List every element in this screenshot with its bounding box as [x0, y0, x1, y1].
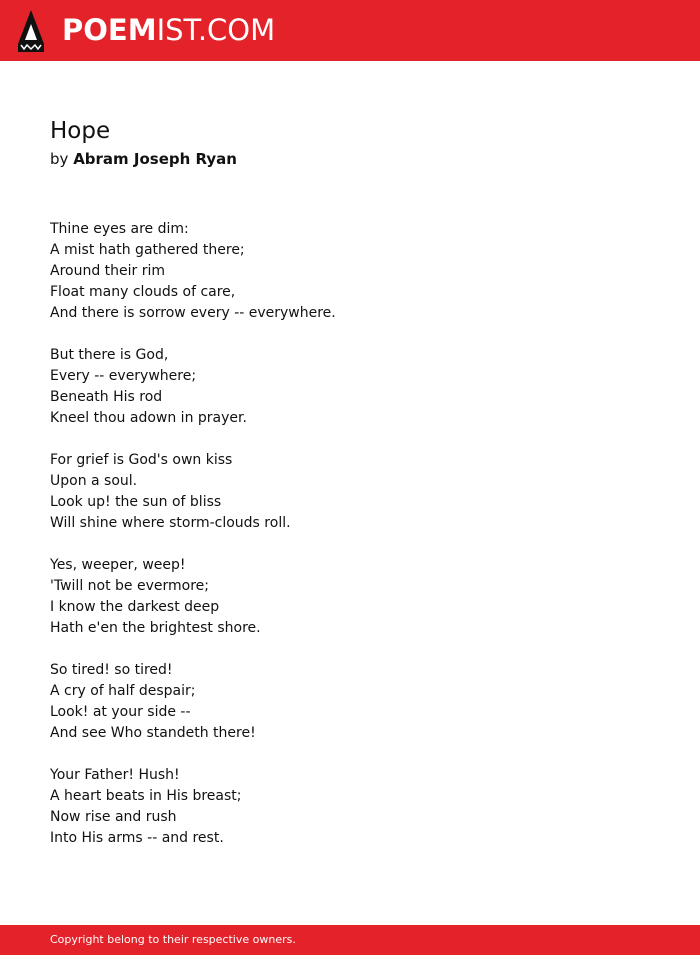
poem-byline — [50, 149, 237, 169]
logo-bold-text: POEM — [62, 13, 157, 47]
site-logo[interactable] — [62, 12, 275, 48]
stanza — [50, 450, 650, 534]
poem-line: Into His arms -- and rest. — [50, 830, 224, 846]
poem-line: Float many clouds of care, — [50, 284, 236, 300]
poem-line: Yes, weeper, weep! — [50, 557, 186, 573]
poem-line: Thine eyes are dim: — [50, 221, 189, 237]
poem-line: 'Twill not be evermore; — [50, 578, 209, 594]
poem-line: Around their rim — [50, 263, 166, 279]
poem-author: Abram Joseph Ryan — [73, 150, 237, 168]
poem-line: So tired! so tired! — [50, 662, 173, 678]
copyright-notice: Copyright belong to their respective owners. — [50, 933, 296, 946]
poem-line: And there is sorrow every -- everywhere. — [50, 305, 336, 321]
logo-light-text: IST.COM — [156, 13, 276, 47]
stanza — [50, 219, 650, 324]
site-header — [0, 0, 700, 61]
poem-line: Will shine where storm-clouds roll. — [50, 515, 291, 531]
poem-line: Kneel thou adown in prayer. — [50, 410, 247, 426]
poem-line: For grief is God's own kiss — [50, 452, 233, 468]
poem-line: Upon a soul. — [50, 473, 138, 489]
poem-body — [50, 219, 650, 870]
poem-line: Beneath His rod — [50, 389, 163, 405]
stanza — [50, 765, 650, 849]
poem-line: Hath e'en the brightest shore. — [50, 620, 261, 636]
poem-line: A mist hath gathered there; — [50, 242, 245, 258]
poem-line: Now rise and rush — [50, 809, 177, 825]
stanza — [50, 660, 650, 744]
by-label: by — [50, 150, 69, 168]
poem-line: Look! at your side -- — [50, 704, 191, 720]
poem-line: I know the darkest deep — [50, 599, 220, 615]
poem-title: Hope — [50, 118, 111, 144]
stanza — [50, 555, 650, 639]
poem-line: A heart beats in His breast; — [50, 788, 242, 804]
poem-line: But there is God, — [50, 347, 169, 363]
stanza — [50, 345, 650, 429]
site-footer — [0, 925, 700, 955]
poem-line: A cry of half despair; — [50, 683, 196, 699]
poem-line: Every -- everywhere; — [50, 368, 197, 384]
poem-line: And see Who standeth there! — [50, 725, 256, 741]
poem-line: Your Father! Hush! — [50, 767, 180, 783]
pencil-tip-icon[interactable] — [18, 10, 44, 52]
poem-line: Look up! the sun of bliss — [50, 494, 222, 510]
